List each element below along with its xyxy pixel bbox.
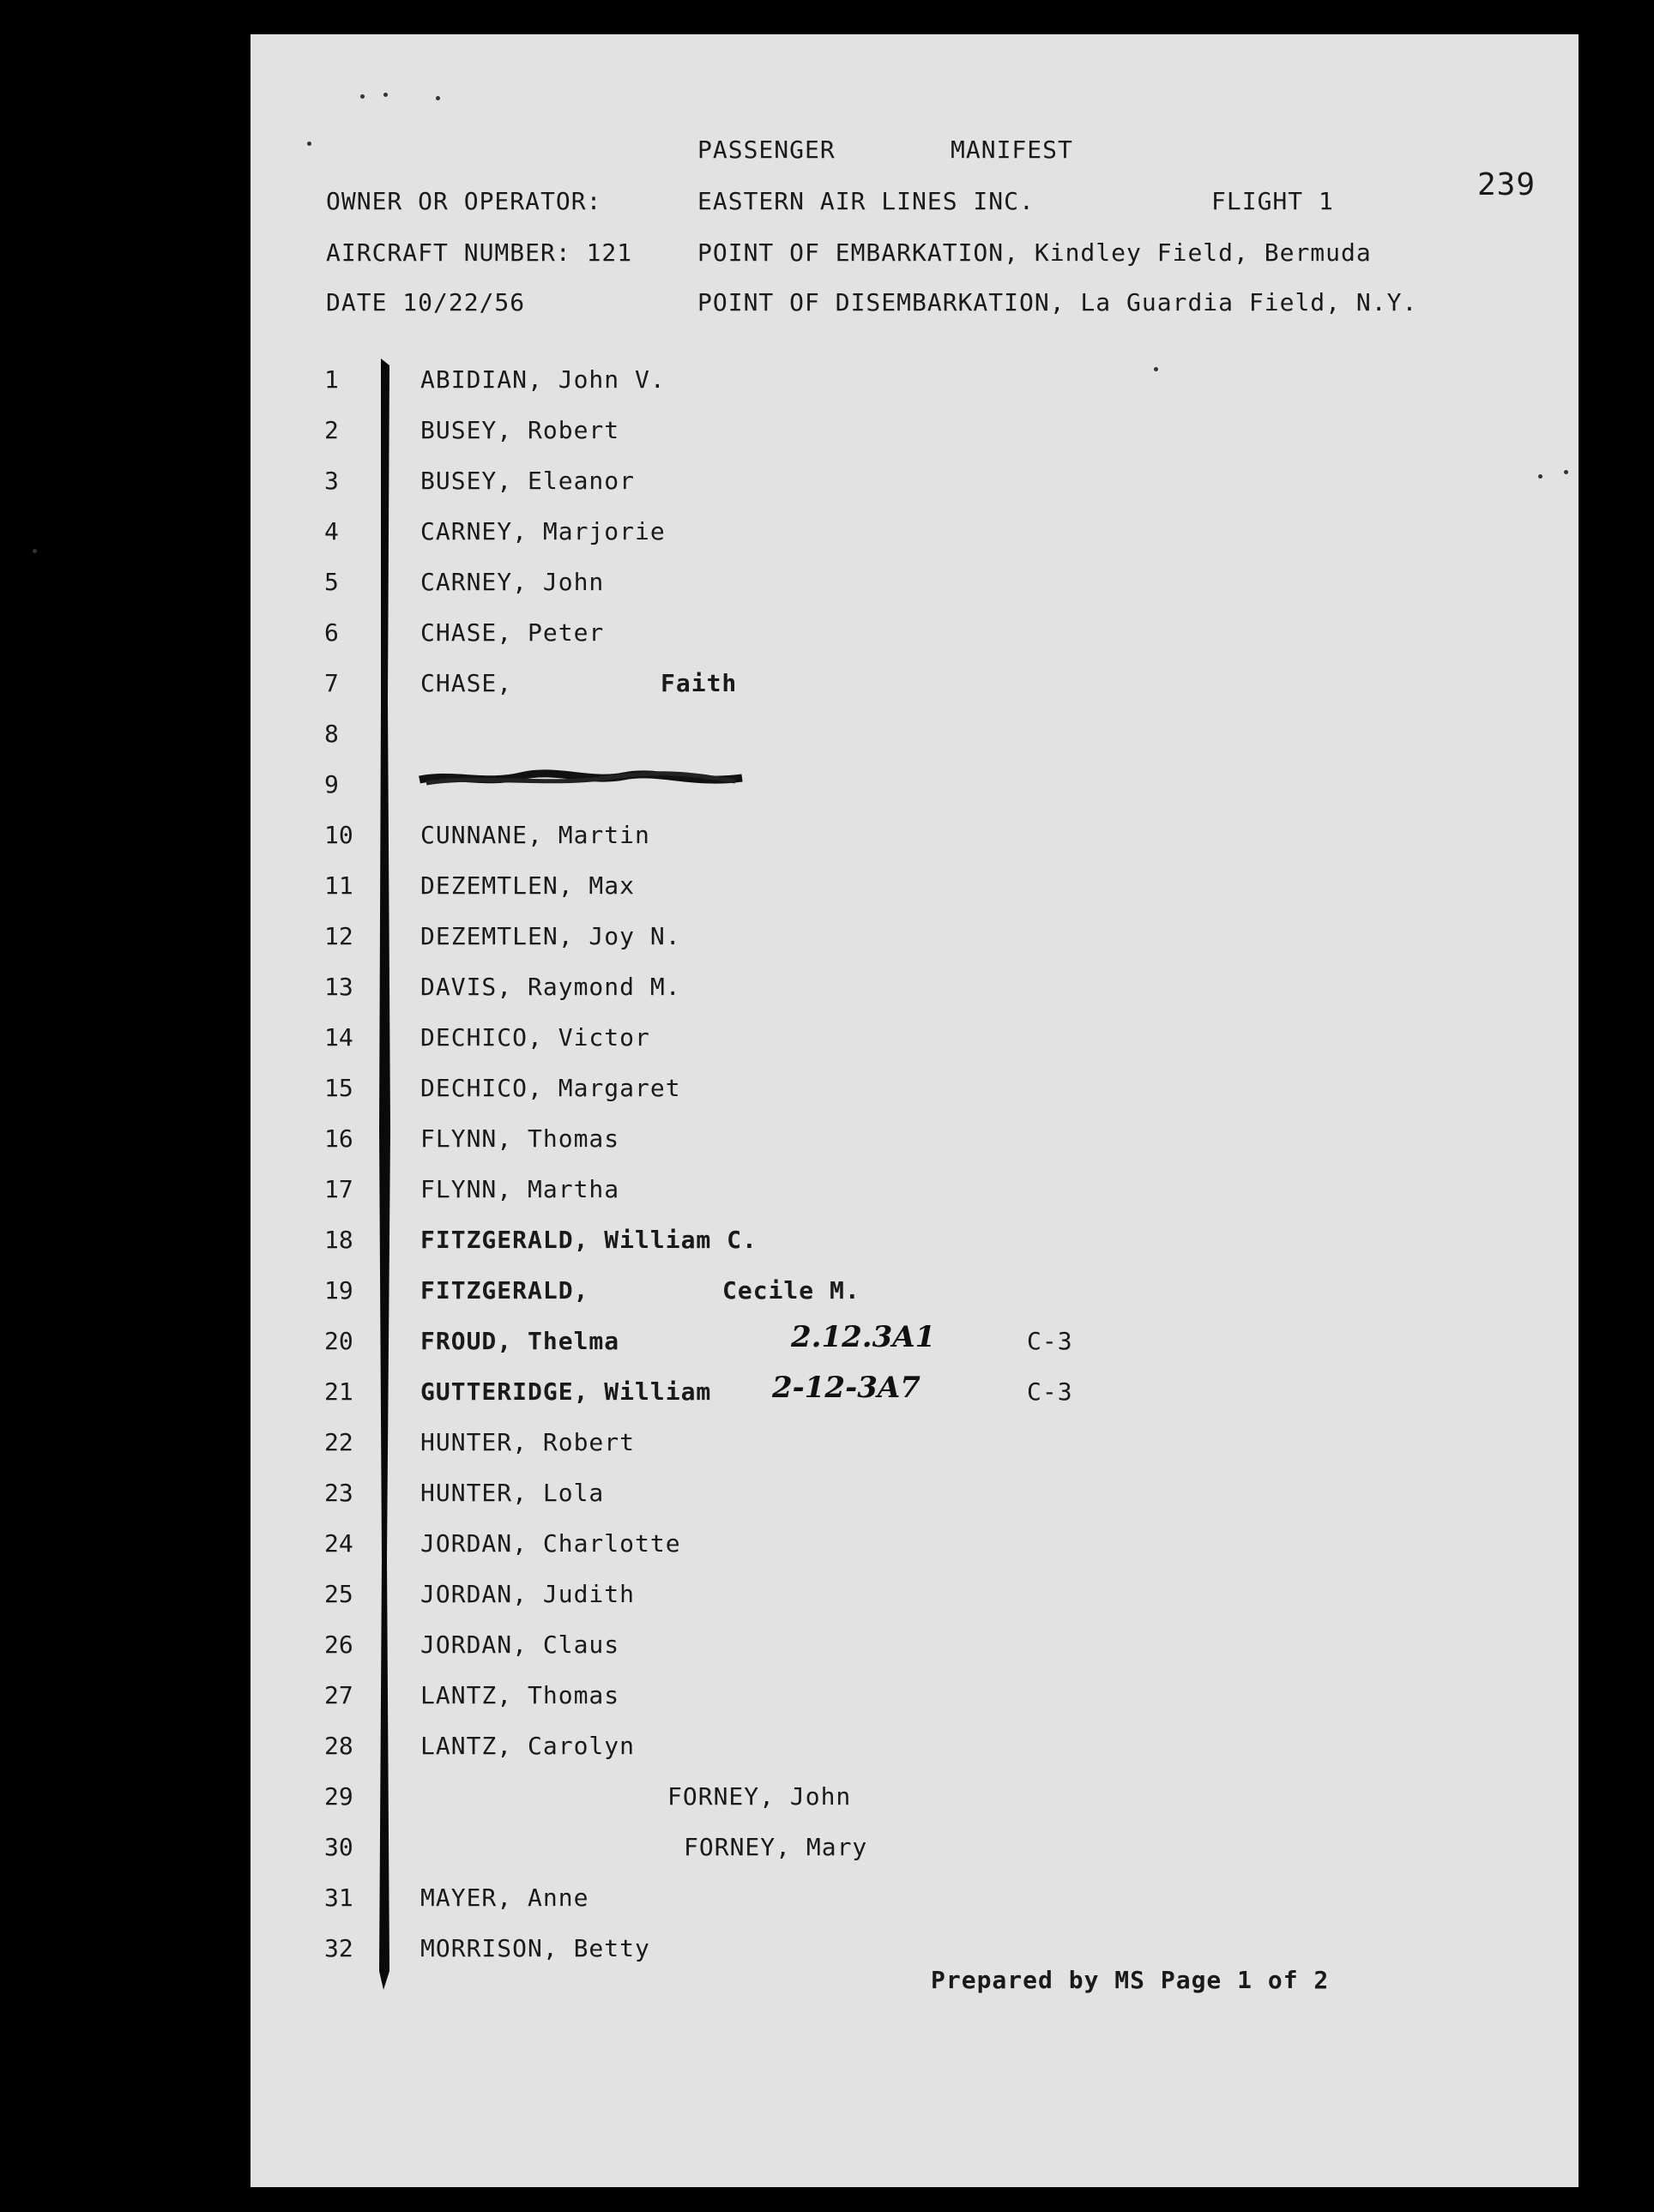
speck — [1564, 470, 1568, 474]
row-number: 16 — [324, 1124, 353, 1153]
speck — [436, 96, 440, 100]
speck — [383, 93, 388, 97]
passenger-given-name: Cecile M. — [722, 1276, 860, 1305]
passenger-name: DECHICO, Margaret — [420, 1074, 681, 1102]
row-number: 7 — [324, 669, 339, 697]
row-number: 1 — [324, 365, 339, 394]
speck — [360, 94, 365, 99]
passenger-name: FLYNN, Thomas — [420, 1124, 620, 1153]
passenger-name: FORNEY, Mary — [684, 1833, 868, 1861]
crossed-out-entry — [418, 766, 744, 792]
prepared-by-footer: Prepared by MS Page 1 of 2 — [931, 1966, 1330, 1994]
manifest-page — [251, 34, 1579, 2187]
aircraft-number: AIRCRAFT NUMBER: 121 — [326, 238, 633, 267]
row-number: 18 — [324, 1226, 353, 1254]
passenger-name: JORDAN, Claus — [420, 1630, 620, 1659]
row-number: 23 — [324, 1479, 353, 1507]
row-number: 28 — [324, 1732, 353, 1760]
margin-bracket-line — [376, 359, 395, 1990]
passenger-name: DAVIS, Raymond M. — [420, 973, 681, 1001]
row-number: 5 — [324, 568, 339, 596]
disembarkation-point: POINT OF DISEMBARKATION, La Guardia Field, N.Y. — [697, 288, 1418, 316]
row-number: 19 — [324, 1276, 353, 1305]
passenger-name: GUTTERIDGE, William — [420, 1377, 712, 1406]
row-number: 22 — [324, 1428, 353, 1456]
status-code: C-3 — [1027, 1377, 1073, 1406]
row-number: 3 — [324, 467, 339, 495]
passenger-name: CHASE, — [420, 669, 513, 697]
row-number: 20 — [324, 1327, 353, 1355]
passenger-name: CARNEY, John — [420, 568, 605, 596]
row-number: 4 — [324, 517, 339, 545]
row-number: 9 — [324, 770, 339, 799]
row-number: 26 — [324, 1630, 353, 1659]
handwritten-annotation: 2.12.3A1 — [791, 1320, 936, 1354]
title-passenger: PASSENGER — [697, 136, 836, 164]
speck — [33, 549, 37, 553]
speck — [1538, 474, 1542, 479]
row-number: 2 — [324, 416, 339, 444]
passenger-name: MAYER, Anne — [420, 1884, 589, 1912]
row-number: 14 — [324, 1023, 353, 1052]
row-number: 30 — [324, 1833, 353, 1861]
owner-value: EASTERN AIR LINES INC. — [697, 187, 1035, 215]
passenger-name: CARNEY, Marjorie — [420, 517, 666, 545]
row-number: 25 — [324, 1580, 353, 1608]
passenger-name: FORNEY, John — [667, 1782, 852, 1811]
row-number: 29 — [324, 1782, 353, 1811]
embarkation-point: POINT OF EMBARKATION, Kindley Field, Bermuda — [697, 238, 1372, 267]
flight-number: FLIGHT 1 — [1211, 187, 1334, 215]
row-number: 27 — [324, 1681, 353, 1709]
passenger-name: MORRISON, Betty — [420, 1934, 650, 1962]
passenger-name: HUNTER, Lola — [420, 1479, 605, 1507]
passenger-name: BUSEY, Robert — [420, 416, 620, 444]
passenger-name: DEZEMTLEN, Joy N. — [420, 922, 681, 950]
passenger-name: DEZEMTLEN, Max — [420, 871, 636, 900]
status-code: C-3 — [1027, 1327, 1073, 1355]
passenger-name: LANTZ, Carolyn — [420, 1732, 636, 1760]
passenger-name: CUNNANE, Martin — [420, 821, 650, 849]
passenger-given-name: Faith — [661, 669, 738, 697]
handwritten-annotation: 2-12-3A7 — [772, 1371, 921, 1405]
passenger-name: FITZGERALD, — [420, 1276, 589, 1305]
owner-label: OWNER OR OPERATOR: — [326, 187, 602, 215]
title-manifest: MANIFEST — [951, 136, 1073, 164]
row-number: 10 — [324, 821, 353, 849]
row-number: 6 — [324, 618, 339, 647]
passenger-name: DECHICO, Victor — [420, 1023, 650, 1052]
passenger-name: BUSEY, Eleanor — [420, 467, 636, 495]
speck — [307, 142, 311, 146]
passenger-name: CHASE, Peter — [420, 618, 605, 647]
row-number: 8 — [324, 720, 339, 748]
passenger-name: FITZGERALD, William C. — [420, 1226, 758, 1254]
row-number: 12 — [324, 922, 353, 950]
passenger-name: FROUD, Thelma — [420, 1327, 620, 1355]
passenger-name: ABIDIAN, John V. — [420, 365, 666, 394]
row-number: 21 — [324, 1377, 353, 1406]
row-number: 32 — [324, 1934, 353, 1962]
manifest-date: DATE 10/22/56 — [326, 288, 526, 316]
page-number: 239 — [1477, 167, 1536, 202]
passenger-name: JORDAN, Charlotte — [420, 1529, 681, 1558]
passenger-name: LANTZ, Thomas — [420, 1681, 620, 1709]
passenger-name: FLYNN, Martha — [420, 1175, 620, 1203]
row-number: 11 — [324, 871, 353, 900]
speck — [1154, 367, 1158, 371]
passenger-name: HUNTER, Robert — [420, 1428, 636, 1456]
row-number: 24 — [324, 1529, 353, 1558]
row-number: 15 — [324, 1074, 353, 1102]
row-number: 17 — [324, 1175, 353, 1203]
passenger-name: JORDAN, Judith — [420, 1580, 636, 1608]
row-number: 31 — [324, 1884, 353, 1912]
row-number: 13 — [324, 973, 353, 1001]
